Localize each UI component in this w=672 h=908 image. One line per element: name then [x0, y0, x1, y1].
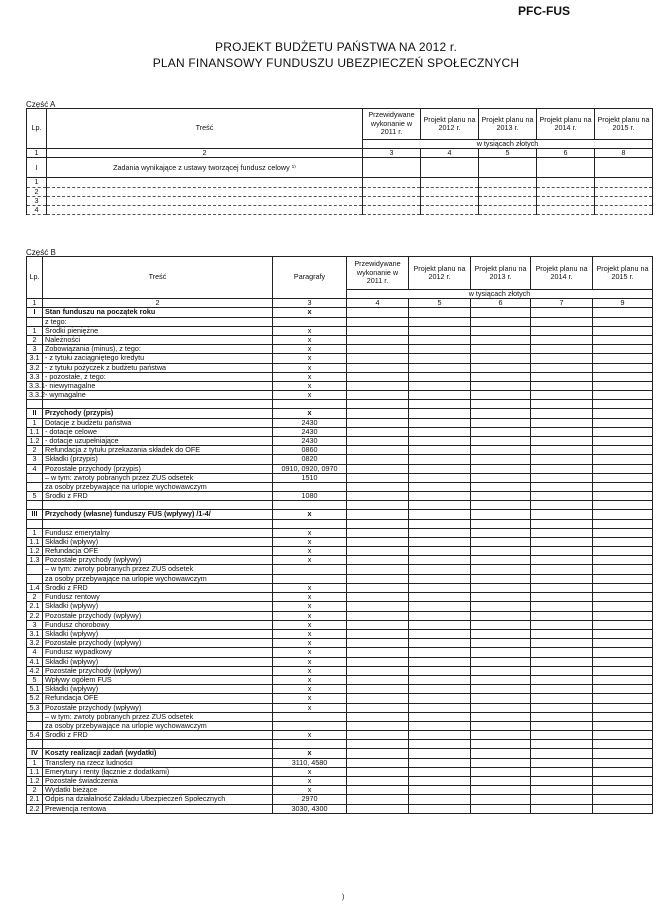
- row-lp: 2.2: [27, 804, 43, 813]
- row-text: – w tym: zwroty pobranych przez ZUS odsetek: [43, 712, 273, 721]
- table-row: [27, 574, 653, 583]
- row-paragraf: 0860: [273, 446, 347, 455]
- part-b-tresc-header: Treść: [43, 257, 273, 299]
- row-lp: [27, 519, 43, 528]
- row-text: Pozostałe przychody (przypis): [43, 464, 273, 473]
- row-lp: 1.3: [27, 556, 43, 565]
- row-paragraf: x: [273, 583, 347, 592]
- row-lp: I: [27, 308, 43, 317]
- row-paragraf: x: [273, 326, 347, 335]
- row-paragraf: x: [273, 547, 347, 556]
- row-text: Fundusz rentowy: [43, 593, 273, 602]
- table-row: [27, 721, 653, 730]
- row-text: Koszty realizacji zadań (wydatki): [43, 749, 273, 758]
- row-paragraf: [273, 712, 347, 721]
- table-row: [27, 446, 653, 455]
- part-a-table: [26, 108, 653, 215]
- row-text: - niewymagalne: [43, 382, 273, 391]
- row-lp: 4: [27, 648, 43, 657]
- table-row: [27, 519, 653, 528]
- row-text: Składki (przypis): [43, 455, 273, 464]
- part-a-col7-header: Projekt planu na 2015 r.: [595, 109, 653, 140]
- row-text: Stan funduszu na początek roku: [43, 308, 273, 317]
- form-code: PFC-FUS: [518, 4, 570, 18]
- row-lp: 3.1: [27, 629, 43, 638]
- row-lp: III: [27, 510, 43, 519]
- part-b-col4-header: Przewidywane wykonanie w 2011 r.: [347, 257, 409, 290]
- part-a-row: [27, 196, 653, 205]
- row-text: za osoby przebywające na urlopie wychowawczym: [43, 574, 273, 583]
- part-a-row-lp: 3: [27, 196, 47, 205]
- part-b-table: [26, 256, 653, 814]
- row-text: Pozostałe przychody (wpływy): [43, 639, 273, 648]
- table-row: [27, 565, 653, 574]
- row-lp: 4.2: [27, 666, 43, 675]
- row-paragraf: x: [273, 602, 347, 611]
- row-text: Fundusz chorobowy: [43, 620, 273, 629]
- row-text: Prewencja rentowa: [43, 804, 273, 813]
- row-lp: II: [27, 409, 43, 418]
- document-title: PROJEKT BUDŻETU PAŃSTWA NA 2012 r.: [215, 40, 457, 54]
- row-lp: 2: [27, 593, 43, 602]
- row-lp: 3.1: [27, 354, 43, 363]
- row-paragraf: x: [273, 409, 347, 418]
- row-lp: 3.3.2: [27, 391, 43, 400]
- row-paragraf: x: [273, 675, 347, 684]
- part-b-colnum: 1: [27, 299, 43, 308]
- row-text: Środki z FRD: [43, 731, 273, 740]
- row-lp: [27, 712, 43, 721]
- row-lp: 1.2: [27, 776, 43, 785]
- row-lp: 2.2: [27, 611, 43, 620]
- row-lp: 5: [27, 492, 43, 501]
- part-b-col5-header: Projekt planu na 2012 r.: [409, 257, 471, 290]
- part-a-col6-header: Projekt planu na 2014 r.: [537, 109, 595, 140]
- row-paragraf: 2430: [273, 437, 347, 446]
- row-paragraf: x: [273, 391, 347, 400]
- row-paragraf: x: [273, 372, 347, 381]
- row-lp: 3: [27, 620, 43, 629]
- row-text: Odpis na działalność Zakładu Ubezpieczeń Społecznych: [43, 795, 273, 804]
- part-a-colnum: 3: [363, 149, 421, 158]
- table-row: [27, 372, 653, 381]
- row-paragraf: 3110, 4580: [273, 758, 347, 767]
- row-lp: 1: [27, 758, 43, 767]
- row-lp: [27, 317, 43, 326]
- part-a-row: [27, 187, 653, 196]
- row-paragraf: x: [273, 336, 347, 345]
- part-a-row: [27, 206, 653, 215]
- part-b-colnum: 5: [409, 299, 471, 308]
- row-paragraf: x: [273, 629, 347, 638]
- row-lp: 1: [27, 326, 43, 335]
- row-text: Pozostałe przychody (wpływy): [43, 666, 273, 675]
- row-text: Dotacje z budżetu państwa: [43, 418, 273, 427]
- table-row: [27, 363, 653, 372]
- table-row: [27, 400, 653, 409]
- table-row: [27, 648, 653, 657]
- row-paragraf: 2430: [273, 427, 347, 436]
- row-paragraf: [273, 574, 347, 583]
- row-text: - dotacje uzupełniające: [43, 437, 273, 446]
- row-lp: 3.2: [27, 639, 43, 648]
- row-lp: 1.1: [27, 537, 43, 546]
- row-lp: 5.3: [27, 703, 43, 712]
- row-paragraf: [273, 519, 347, 528]
- row-lp: 3: [27, 455, 43, 464]
- row-lp: 5.2: [27, 694, 43, 703]
- table-row: [27, 455, 653, 464]
- part-a-row-i-lp: I: [27, 158, 47, 178]
- part-a-lp-header: Lp.: [27, 109, 47, 149]
- table-row: [27, 354, 653, 363]
- table-row: [27, 767, 653, 776]
- part-a-colnum: 8: [595, 149, 653, 158]
- row-text: Wydatki bieżące: [43, 786, 273, 795]
- row-paragraf: x: [273, 382, 347, 391]
- row-paragraf: x: [273, 308, 347, 317]
- row-text: Składki (wpływy): [43, 602, 273, 611]
- table-row: [27, 703, 653, 712]
- row-text: za osoby przebywające na urlopie wychowawczym: [43, 721, 273, 730]
- row-paragraf: x: [273, 639, 347, 648]
- part-a-colnum: 1: [27, 149, 47, 158]
- row-lp: 2.1: [27, 795, 43, 804]
- row-lp: 5.1: [27, 685, 43, 694]
- row-text: Wpływy ogółem FUS: [43, 675, 273, 684]
- part-b-paragrafy-header: Paragrafy: [273, 257, 347, 299]
- part-b-colnum: 2: [43, 299, 273, 308]
- row-lp: 2: [27, 336, 43, 345]
- table-row: [27, 657, 653, 666]
- row-lp: 1: [27, 418, 43, 427]
- row-paragraf: x: [273, 354, 347, 363]
- row-text: Transfery na rzecz ludności: [43, 758, 273, 767]
- row-text: Środki z FRD: [43, 492, 273, 501]
- row-text: Przychody (przypis): [43, 409, 273, 418]
- table-row: [27, 409, 653, 418]
- table-row: [27, 611, 653, 620]
- table-row: [27, 593, 653, 602]
- row-paragraf: 2970: [273, 795, 347, 804]
- part-a-col3-header: Przewidywane wykonanie w 2011 r.: [363, 109, 421, 140]
- row-text: Pozostałe przychody (wpływy): [43, 703, 273, 712]
- part-b-lp-header: Lp.: [27, 257, 43, 299]
- row-paragraf: x: [273, 749, 347, 758]
- row-lp: 1.2: [27, 547, 43, 556]
- part-b-col7-header: Projekt planu na 2014 r.: [531, 257, 593, 290]
- row-lp: 5.4: [27, 731, 43, 740]
- row-lp: 1: [27, 528, 43, 537]
- part-a-row-lp: 2: [27, 187, 47, 196]
- row-paragraf: [273, 565, 347, 574]
- part-a-col5-header: Projekt planu na 2013 r.: [479, 109, 537, 140]
- row-text: Pozostałe świadczenia: [43, 776, 273, 785]
- table-row: [27, 326, 653, 335]
- part-b-colnum: 6: [471, 299, 531, 308]
- table-row: [27, 731, 653, 740]
- table-row: [27, 427, 653, 436]
- row-text: Składki (wpływy): [43, 537, 273, 546]
- row-lp: 2.1: [27, 602, 43, 611]
- row-paragraf: 3030, 4300: [273, 804, 347, 813]
- row-paragraf: x: [273, 620, 347, 629]
- part-b-colnum: 9: [593, 299, 653, 308]
- row-paragraf: x: [273, 767, 347, 776]
- row-text: z tego:: [43, 317, 273, 326]
- row-lp: [27, 574, 43, 583]
- row-paragraf: x: [273, 694, 347, 703]
- part-a-row-lp: 1: [27, 178, 47, 187]
- part-a-unit: w tysiącach złotych: [363, 140, 653, 149]
- row-text: Refundacja OFE: [43, 694, 273, 703]
- table-row: [27, 758, 653, 767]
- row-paragraf: x: [273, 703, 347, 712]
- row-paragraf: x: [273, 648, 347, 657]
- row-paragraf: x: [273, 528, 347, 537]
- row-paragraf: x: [273, 786, 347, 795]
- row-paragraf: x: [273, 611, 347, 620]
- row-paragraf: x: [273, 731, 347, 740]
- row-text: - dotacje celowe: [43, 427, 273, 436]
- row-text: Należności: [43, 336, 273, 345]
- row-text: Fundusz wypadkowy: [43, 648, 273, 657]
- part-b-col8-header: Projekt planu na 2015 r.: [593, 257, 653, 290]
- row-lp: 1.1: [27, 427, 43, 436]
- row-lp: 3.2: [27, 363, 43, 372]
- part-a-colnum: 6: [537, 149, 595, 158]
- row-text: Pozostałe przychody (wpływy): [43, 611, 273, 620]
- table-row: [27, 804, 653, 813]
- row-paragraf: x: [273, 685, 347, 694]
- row-text: Refundacja z tytułu przekazania składek do OFE: [43, 446, 273, 455]
- table-row: [27, 666, 653, 675]
- table-row: [27, 308, 653, 317]
- part-b-label: Część B: [26, 248, 56, 257]
- row-lp: 1.4: [27, 583, 43, 592]
- table-row: [27, 391, 653, 400]
- table-row: [27, 583, 653, 592]
- part-a-colnum: 2: [47, 149, 363, 158]
- row-text: Środki pieniężne: [43, 326, 273, 335]
- table-row: [27, 464, 653, 473]
- row-paragraf: 1080: [273, 492, 347, 501]
- row-lp: IV: [27, 749, 43, 758]
- part-a-row-i-text: Zadania wynikające z ustawy tworzącej fundusz celowy ¹⁾: [47, 158, 363, 178]
- row-paragraf: x: [273, 593, 347, 602]
- row-paragraf: [273, 317, 347, 326]
- row-paragraf: x: [273, 537, 347, 546]
- row-text: - wymagalne: [43, 391, 273, 400]
- row-lp: [27, 473, 43, 482]
- row-text: - z tytułu zaciągniętego kredytu: [43, 354, 273, 363]
- row-text: - pozostałe, z tego:: [43, 372, 273, 381]
- table-row: [27, 510, 653, 519]
- part-b-unit: w tysiącach złotych: [347, 290, 653, 299]
- row-paragraf: x: [273, 666, 347, 675]
- row-text: – w tym: zwroty pobranych przez ZUS odsetek: [43, 565, 273, 574]
- row-lp: 3: [27, 345, 43, 354]
- row-paragraf: x: [273, 345, 347, 354]
- part-a-label: Część A: [26, 100, 56, 109]
- table-row: [27, 317, 653, 326]
- row-text: za osoby przebywające na urlopie wychowawczym: [43, 483, 273, 492]
- part-a-tresc-header: Treść: [47, 109, 363, 149]
- row-paragraf: 1510: [273, 473, 347, 482]
- row-lp: 3.3: [27, 372, 43, 381]
- row-text: Składki (wpływy): [43, 657, 273, 666]
- part-b-colnum: 4: [347, 299, 409, 308]
- row-text: Pozostałe przychody (wpływy): [43, 556, 273, 565]
- part-a-row: [27, 178, 653, 187]
- part-a-row-lp: 4: [27, 206, 47, 215]
- row-lp: 1.1: [27, 767, 43, 776]
- table-row: [27, 602, 653, 611]
- document-subtitle: PLAN FINANSOWY FUNDUSZU UBEZPIECZEŃ SPOŁECZNYCH: [152, 56, 520, 70]
- row-text: - z tytułu pożyczek z budżetu państwa: [43, 363, 273, 372]
- row-text: Środki z FRD: [43, 583, 273, 592]
- row-paragraf: x: [273, 776, 347, 785]
- table-row: [27, 620, 653, 629]
- row-lp: 1.2: [27, 437, 43, 446]
- row-lp: 2: [27, 786, 43, 795]
- table-row: [27, 528, 653, 537]
- row-text: – w tym: zwroty pobranych przez ZUS odsetek: [43, 473, 273, 482]
- row-lp: 3.3.1: [27, 382, 43, 391]
- row-lp: [27, 565, 43, 574]
- row-text: Emerytury i renty (łącznie z dodatkami): [43, 767, 273, 776]
- row-text: Przychody (własne) funduszy FUS (wpływy) /1-4/: [43, 510, 273, 519]
- table-row: [27, 694, 653, 703]
- row-lp: 2: [27, 446, 43, 455]
- row-paragraf: 2430: [273, 418, 347, 427]
- row-paragraf: x: [273, 510, 347, 519]
- row-paragraf: 0820: [273, 455, 347, 464]
- table-row: [27, 418, 653, 427]
- table-row: [27, 483, 653, 492]
- page-mark: ): [342, 894, 345, 901]
- row-paragraf: 0910, 0920, 0970: [273, 464, 347, 473]
- row-paragraf: x: [273, 363, 347, 372]
- table-row: [27, 795, 653, 804]
- table-row: [27, 776, 653, 785]
- row-text: Fundusz emerytalny: [43, 528, 273, 537]
- row-paragraf: x: [273, 657, 347, 666]
- table-row: [27, 537, 653, 546]
- part-a-colnum: 4: [421, 149, 479, 158]
- table-row: [27, 685, 653, 694]
- row-text: Składki (wpływy): [43, 629, 273, 638]
- table-row: [27, 675, 653, 684]
- row-lp: 4.1: [27, 657, 43, 666]
- table-row: [27, 382, 653, 391]
- row-lp: 4: [27, 464, 43, 473]
- part-b-colnum: 3: [273, 299, 347, 308]
- row-text: [43, 519, 273, 528]
- part-a-colnum: 5: [479, 149, 537, 158]
- part-a-col4-header: Projekt planu na 2012 r.: [421, 109, 479, 140]
- row-text: Zobowiązania (minus), z tego:: [43, 345, 273, 354]
- table-row: [27, 492, 653, 501]
- table-row: [27, 639, 653, 648]
- row-lp: 5: [27, 675, 43, 684]
- part-b-colnum: 7: [531, 299, 593, 308]
- row-text: Składki (wpływy): [43, 685, 273, 694]
- row-paragraf: x: [273, 556, 347, 565]
- part-b-col6-header: Projekt planu na 2013 r.: [471, 257, 531, 290]
- row-text: Refundacja OFE: [43, 547, 273, 556]
- table-row: [27, 749, 653, 758]
